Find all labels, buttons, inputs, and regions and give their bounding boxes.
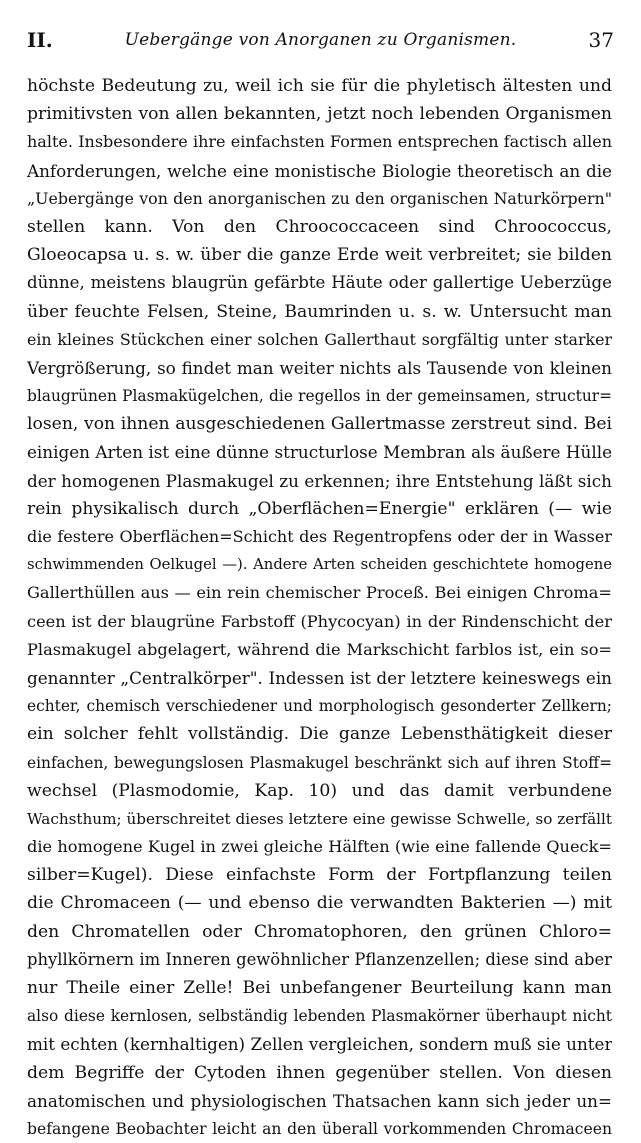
text-line: Anforderungen, welche eine monistische Biologie theoretisch an die (27, 160, 612, 181)
text-line: der homogenen Plasmakugel zu erkennen; ihre Entstehung läßt sich (27, 470, 612, 491)
text-line: Plasmakugel abgelagert, während die Markschicht farblos ist, ein so= (27, 639, 612, 659)
text-line: einfachen, bewegungslosen Plasmakugel beschränkt sich auf ihren Stoff= (27, 753, 612, 772)
text-line: höchste Bedeutung zu, weil ich sie für die phyletisch ältesten und (27, 76, 612, 96)
text-line: stellen kann. Von den Chroococcaceen sind Chroococcus, (27, 216, 612, 237)
text-line: echter, chemisch verschiedener und morphologisch gesonderter Zellkern; (27, 697, 612, 716)
text-line: rein physikalisch durch „Oberflächen=Energie" erklären (— wie (27, 498, 612, 519)
running-title: Uebergänge von Anorganen zu Organismen. (124, 30, 517, 50)
text-line: ein kleines Stückchen einer solchen Gallerthaut sorgfältig unter starker (27, 329, 612, 349)
text-line: also diese kernlosen, selbständig lebenden Plasmakörner überhaupt nicht (27, 1007, 612, 1026)
text-line: die Chromaceen (— und ebenso die verwandten Bakterien —) mit (27, 893, 612, 914)
text-line: ein solcher fehlt vollständig. Die ganze Lebensthätigkeit dieser (27, 724, 612, 745)
section-number: II. (27, 28, 53, 52)
text-line: phyllkörnern im Inneren gewöhnlicher Pflanzenzellen; diese sind aber (27, 949, 612, 969)
text-line: halte. Insbesondere ihre einfachsten Formen entsprechen factisch allen (27, 132, 612, 152)
text-line: nur Theile einer Zelle! Bei unbefangener Beurteilung kann man (27, 978, 612, 998)
text-line: Gallerthüllen aus — ein rein chemischer Proceß. Bei einigen Chroma= (27, 583, 612, 603)
text-line: die homogene Kugel in zwei gleiche Hälften (wie eine fallende Queck= (27, 837, 612, 857)
text-line: Gloeocapsa u. s. w. über die ganze Erde weit verbreitet; sie bilden (27, 245, 612, 266)
text-line: einigen Arten ist eine dünne structurlose Membran als äußere Hülle (27, 442, 612, 463)
text-line: Vergrößerung, so findet man weiter nichts als Tausende von kleinen (27, 357, 612, 378)
text-line: dem Begriffe der Cytoden ihnen gegenüber stellen. Von diesen (27, 1062, 612, 1083)
text-line: befangene Beobachter leicht an den überall vorkommenden Chromaceen (27, 1119, 612, 1138)
text-line: dünne, meistens blaugrün gefärbte Häute oder gallertige Ueberzüge (27, 273, 612, 293)
text-line: blaugrünen Plasmakügelchen, die regellos in der gemeinsamen, structur= (27, 387, 612, 406)
text-line: anatomischen und physiologischen Thatsachen kann sich jeder un= (27, 1090, 612, 1111)
text-line: ceen ist der blaugrüne Farbstoff (Phycocyan) in der Rindenschicht der (27, 611, 612, 631)
running-header (27, 28, 614, 54)
text-line: mit echten (kernhaltigen) Zellen vergleichen, sondern muß sie unter (27, 1034, 612, 1055)
text-line: wechsel (Plasmodomie, Kap. 10) und das damit verbundene (27, 780, 612, 801)
text-line: genannter „Centralkörper". Indessen ist der letztere keineswegs ein (27, 667, 612, 688)
text-line: schwimmenden Oelkugel —). Andere Arten scheiden geschichtete homogene (27, 556, 612, 574)
text-line: losen, von ihnen ausgeschiedenen Gallertmasse zerstreut sind. Bei (27, 414, 612, 435)
page-number: 37 (588, 28, 614, 52)
text-line: über feuchte Felsen, Steine, Baumrinden u. s. w. Untersucht man (27, 301, 612, 322)
text-line: primitivsten von allen bekannten, jetzt noch lebenden Organismen (27, 104, 612, 125)
text-line: silber=Kugel). Diese einfachste Form der Fortpflanzung teilen (27, 865, 612, 886)
text-line: Wachsthum; überschreitet dieses letztere eine gewisse Schwelle, so zerfällt (27, 809, 612, 828)
text-line: den Chromatellen oder Chromatophoren, den grünen Chloro= (27, 921, 612, 942)
body-text (27, 72, 612, 1143)
text-line: die festere Oberflächen=Schicht des Regentropfens oder der in Wasser (27, 527, 612, 546)
text-line: „Uebergänge von den anorganischen zu den organischen Naturkörpern" (27, 188, 612, 208)
